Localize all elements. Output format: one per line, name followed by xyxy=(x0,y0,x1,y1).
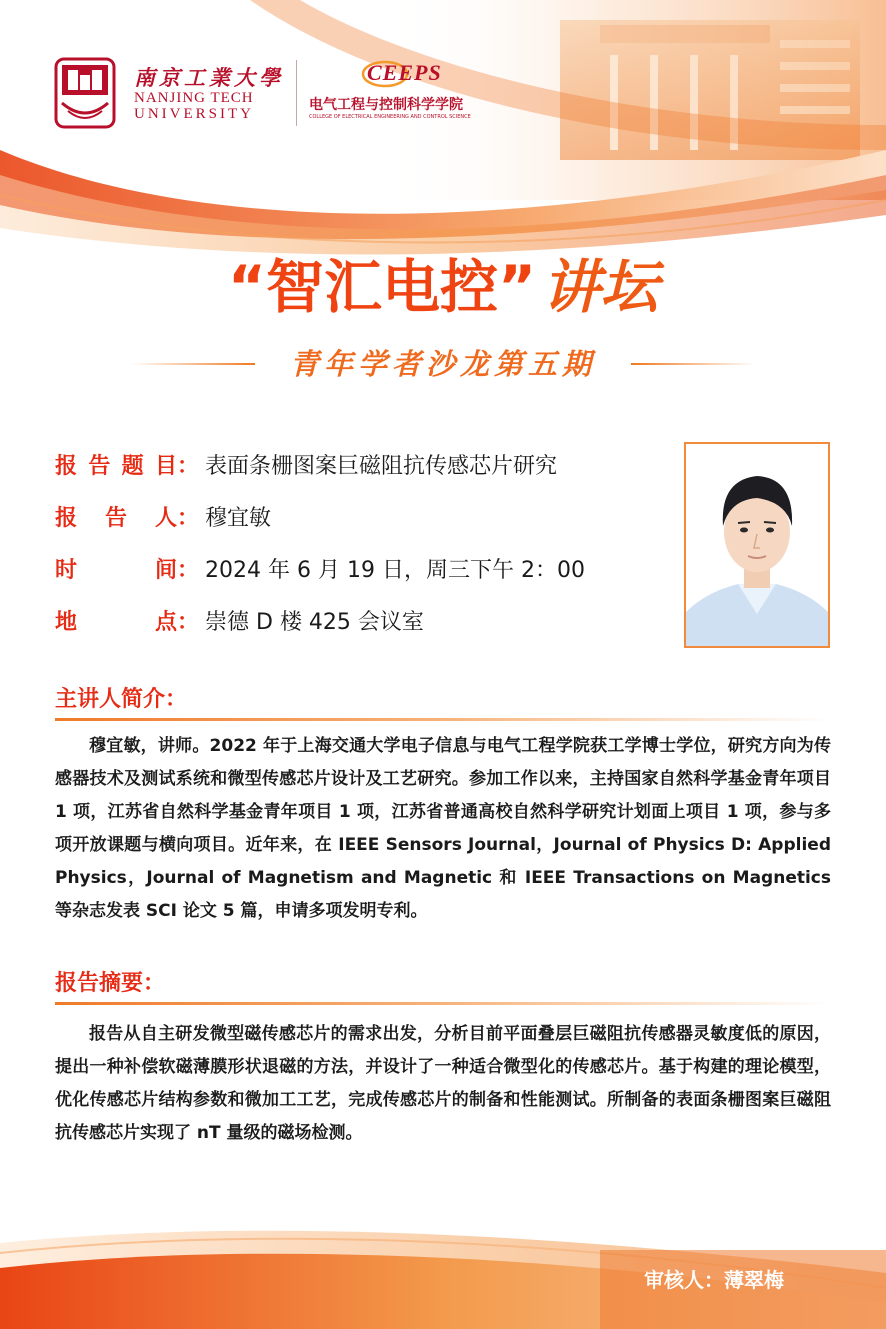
info-row-time xyxy=(55,542,675,594)
abstract-text: 报告从自主研发微型磁传感芯片的需求出发，分析目前平面叠层巨磁阻抗传感器灵敏度低的原因，提出一种补偿软磁薄膜形状退磁的方法，并设计了一种适合微型化的传感芯片。基于构建的理论模型，优化传感芯片结构参数和微加工工艺，完成传感芯片的制备和性能测试。所制备的表面条栅图案巨磁阻抗传感芯片实现了 nT 量级的磁场检测。 xyxy=(55,1024,831,1143)
info-value-topic: 表面条栅图案巨磁阻抗传感芯片研究 xyxy=(205,453,558,479)
bio-rule xyxy=(55,718,831,721)
university-name-cn: 南京工業大學 xyxy=(134,64,284,90)
college-brand: CEEPS xyxy=(367,60,442,85)
title-main: “智汇电控” xyxy=(227,253,537,321)
abstract-heading: 报告摘要： xyxy=(55,971,166,996)
university-name-en-1: NANJING TECH xyxy=(134,89,254,106)
college-name: 电气工程与控制科学学院 xyxy=(309,97,463,113)
info-label: 报 告 人 xyxy=(55,505,177,531)
info-label: 地 点 xyxy=(55,609,177,635)
info-colon: ： xyxy=(177,557,200,583)
abstract-rule xyxy=(55,1002,831,1005)
header-logos xyxy=(54,57,499,129)
bio-heading: 主讲人简介： xyxy=(55,687,188,712)
info-row-speaker xyxy=(55,490,675,542)
subtitle-line-right xyxy=(631,363,756,365)
subtitle-row xyxy=(130,344,756,384)
university-seal-icon xyxy=(54,57,116,129)
university-name-en-2: UNIVERSITY xyxy=(134,105,254,122)
college-subtext: COLLEGE OF ELECTRICAL ENGINEERING AND CONTROL SCIENCE xyxy=(309,114,471,120)
speaker-portrait xyxy=(686,444,828,646)
reviewer-label: 审核人：薄翠梅 xyxy=(644,1268,784,1292)
subtitle-line-left xyxy=(130,363,255,365)
info-value-location: 崇德 D 楼 425 会议室 xyxy=(205,609,424,635)
info-label: 报 告 题 目 xyxy=(55,453,177,479)
info-colon: ： xyxy=(177,453,200,479)
info-colon: ： xyxy=(177,505,200,531)
header-decoration xyxy=(0,0,886,260)
page-title xyxy=(0,250,886,324)
info-value-time: 2024 年 6 月 19 日，周三下午 2：00 xyxy=(205,557,585,583)
title-forum: 讲坛 xyxy=(542,253,659,321)
info-colon: ： xyxy=(177,609,200,635)
bio-text: 穆宜敏，讲师。2022 年于上海交通大学电子信息与电气工程学院获工学博士学位，研究方向为传感器技术及测试系统和微型传感芯片设计及工艺研究。参加工作以来，主持国家自然科学基金青年项目 1 项，江苏省自然科学基金青年项目 1 项，江苏省普通高校自然科学研究计划面上项目 1 项，参与多项开放课题与横向项目。近年来，在 IEEE Sensors Journal，Journal of Physics D: Applied Physics，Journal of Magnetism and Magnetic 和 IEEE Transactions on Magnetics 等杂志发表 SCI 论文 5 篇，申请多项发明专利。 xyxy=(55,736,831,921)
page-subtitle: 青年学者沙龙第五期 xyxy=(289,347,596,381)
university-name xyxy=(134,65,284,122)
college-logo xyxy=(309,58,499,128)
logo-divider xyxy=(296,60,297,126)
info-value-speaker: 穆宜敏 xyxy=(205,505,272,531)
talk-info xyxy=(55,438,675,646)
info-row-location xyxy=(55,594,675,646)
info-row-topic xyxy=(55,438,675,490)
info-label: 时 间 xyxy=(55,557,177,583)
speaker-photo xyxy=(684,442,830,648)
